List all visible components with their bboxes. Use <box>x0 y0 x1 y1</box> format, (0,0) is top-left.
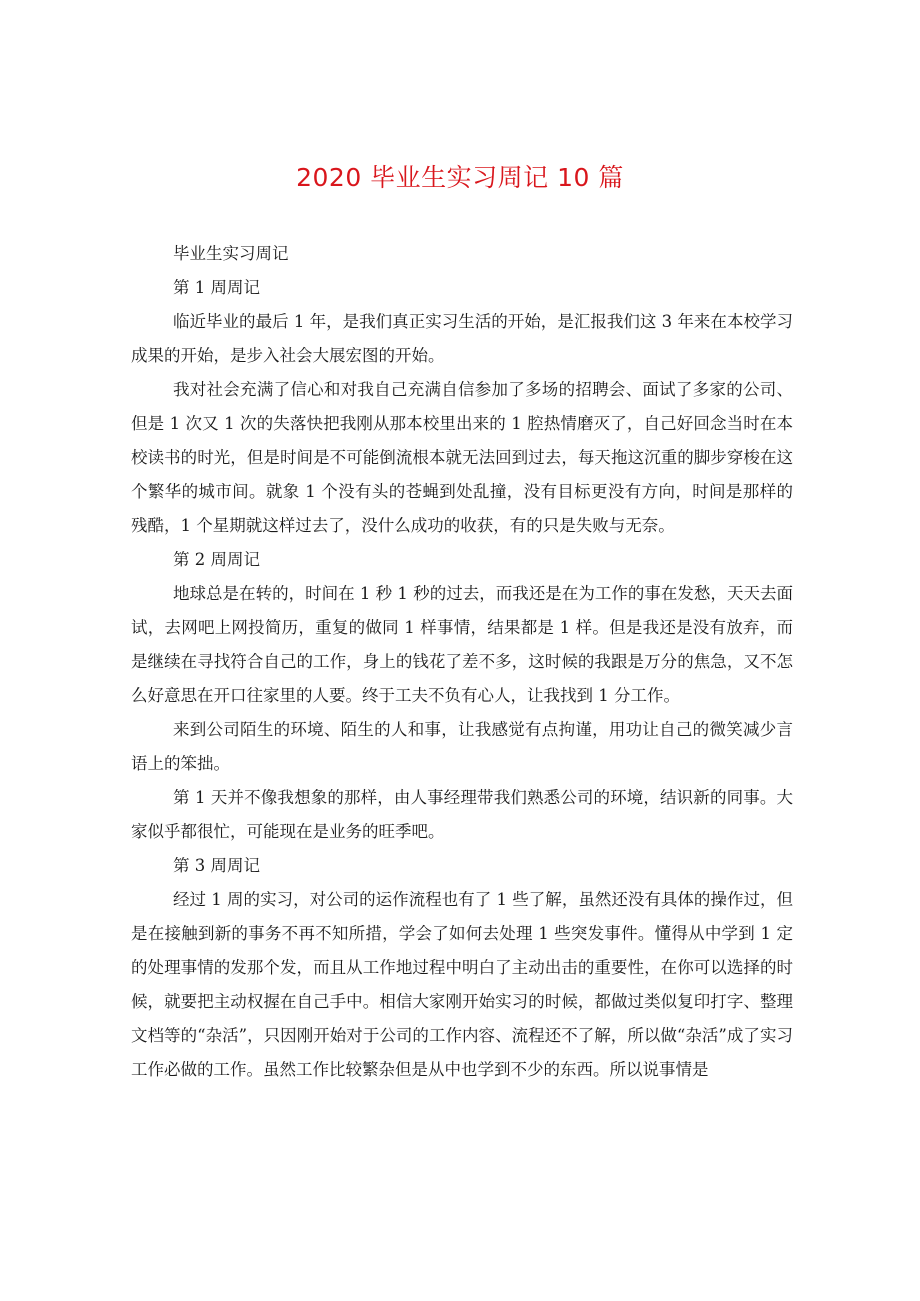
body-paragraph: 地球总是在转的，时间在 1 秒 1 秒的过去，而我还是在为工作的事在发愁，天天去面试，去网吧上网投简历，重复的做同 1 样事情，结果都是 1 样。但是我还是没有放弃，而是继续在寻找符合自己的工作，身上的钱花了差不多，这时候的我跟是万分的焦急，又不怎么好意思在开口往家里的人要。终于工夫不负有心人，让我找到 1 分工作。 <box>131 584 793 705</box>
document-body <box>131 237 793 1087</box>
week-heading: 第 1 周周记 <box>173 278 260 297</box>
week-heading: 第 2 周周记 <box>173 550 260 569</box>
body-paragraph: 经过 1 周的实习，对公司的运作流程也有了 1 些了解，虽然还没有具体的操作过，但是在接触到新的事务不再不知所措，学会了如何去处理 1 些突发事件。懂得从中学到 1 定的处理事情的发那个发，而且从工作地过程中明白了主动出击的重要性，在你可以选择的时候，就要把主动权握在自己手中。相信大家刚开始实习的时候，都做过类似复印打字、整理文档等的“杂活”，只因刚开始对于公司的工作内容、流程还不了解，所以做“杂活”成了实习工作必做的工作。虽然工作比较繁杂但是从中也学到不少的东西。所以说事情是 <box>131 890 793 1079</box>
body-paragraph: 我对社会充满了信心和对我自己充满自信参加了多场的招聘会、面试了多家的公司、但是 1 次又 1 次的失落快把我刚从那本校里出来的 1 腔热情磨灭了，自己好回念当时在本校读书的时光，但是时间是不可能倒流根本就无法回到过去，每天拖这沉重的脚步穿梭在这个繁华的城市间。就象 1 个没有头的苍蝇到处乱撞，没有目标更没有方向，时间是那样的残酷，1 个星期就这样过去了，没什么成功的收获，有的只是失败与无奈。 <box>131 380 793 535</box>
body-paragraph: 临近毕业的最后 1 年，是我们真正实习生活的开始，是汇报我们这 3 年来在本校学习成果的开始，是步入社会大展宏图的开始。 <box>131 312 793 365</box>
body-paragraph: 来到公司陌生的环境、陌生的人和事，让我感觉有点拘谨，用功让自己的微笑减少言语上的笨拙。 <box>131 720 793 773</box>
week-heading: 第 3 周周记 <box>173 856 260 875</box>
document-title: 2020 毕业生实习周记 10 篇 <box>296 163 624 192</box>
body-paragraph: 第 1 天并不像我想象的那样，由人事经理带我们熟悉公司的环境，结识新的同事。大家似乎都很忙，可能现在是业务的旺季吧。 <box>131 788 793 841</box>
section-heading: 毕业生实习周记 <box>173 244 289 263</box>
